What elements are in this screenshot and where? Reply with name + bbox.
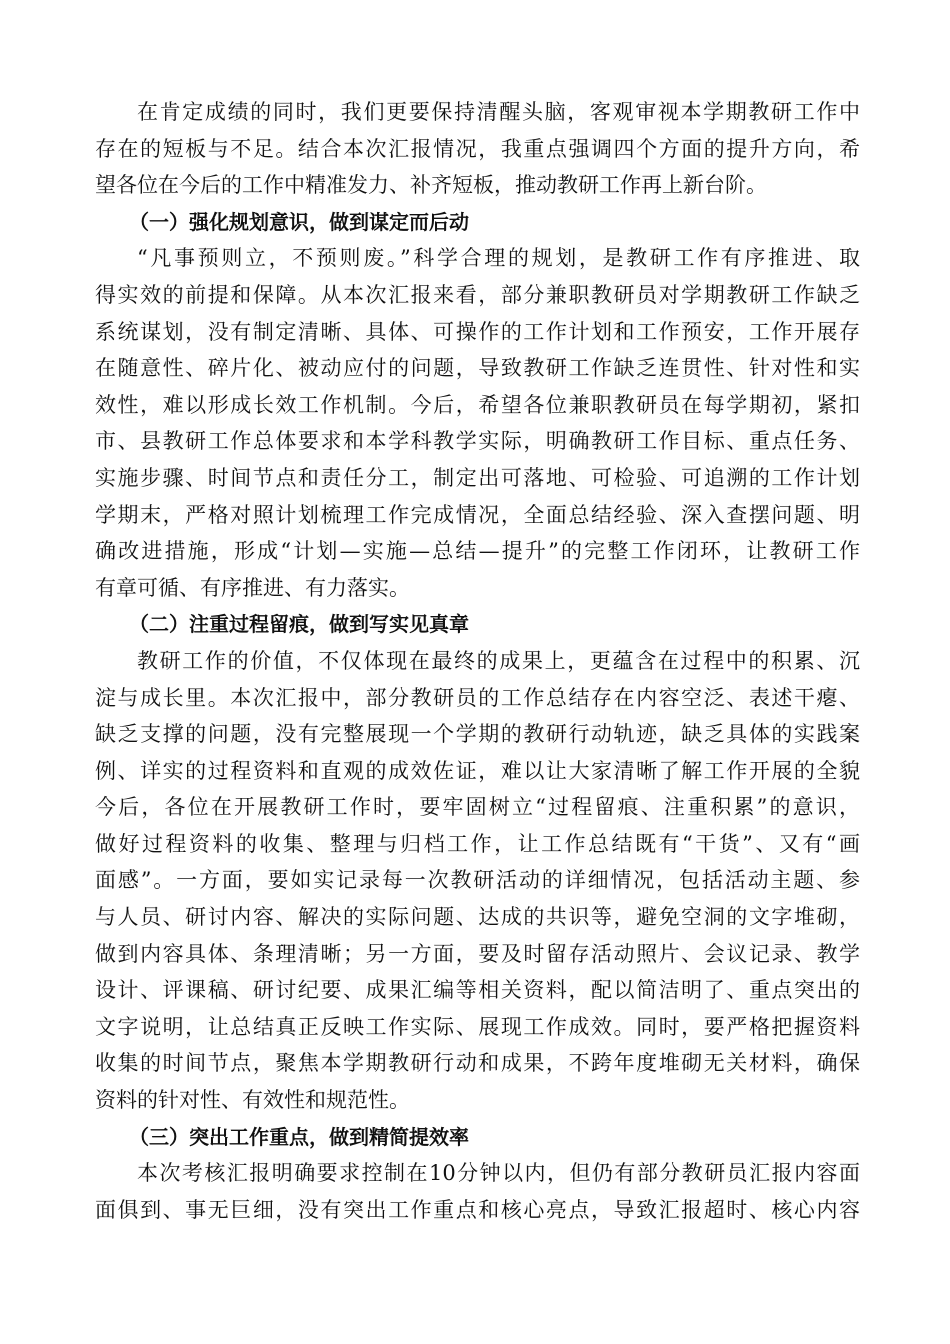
text-line: 文字说明，让总结真正反映工作实际、展现工作成效。同时，要严格把握资料 xyxy=(95,1014,860,1039)
text-line: 在随意性、碎片化、被动应付的问题，导致教研工作缺乏连贯性、针对性和实 xyxy=(95,356,860,381)
text-line: 收集的时间节点，聚焦本学期教研行动和成果，不跨年度堆砌无关材料，确保 xyxy=(95,1051,860,1076)
text-line: 得实效的前提和保障。从本次汇报来看，部分兼职教研员对学期教研工作缺乏 xyxy=(95,282,860,307)
text-line: 市、县教研工作总体要求和本学科教学实际，明确教研工作目标、重点任务、 xyxy=(95,429,860,454)
paragraph-focus xyxy=(95,1155,860,1228)
text-line: 淀与成长里。本次汇报中，部分教研员的工作总结存在内容空泛、表述干瘪、 xyxy=(95,685,860,710)
text-line: 实施步骤、时间节点和责任分工，制定出可落地、可检验、可追溯的工作计划 xyxy=(95,465,860,490)
text-line: 存在的短板与不足。结合本次汇报情况，我重点强调四个方面的提升方向，希 xyxy=(95,136,860,161)
text-line: 资料的针对性、有效性和规范性。 xyxy=(95,1088,410,1113)
text-line: 望各位在今后的工作中精准发力、补齐短板，推动教研工作再上新台阶。 xyxy=(95,173,767,198)
paragraph-planning xyxy=(95,240,860,606)
text-line: 教研工作的价值，不仅体现在最终的成果上，更蕴含在过程中的积累、沉 xyxy=(137,648,860,673)
text-line: 今后，各位在开展教研工作时，要牢固树立“过程留痕、注重积累”的意识， xyxy=(95,795,860,820)
text-line: 系统谋划，没有制定清晰、具体、可操作的工作计划和工作预安，工作开展存 xyxy=(95,319,860,344)
document-body xyxy=(95,94,860,1228)
text-line: 设计、评课稿、研讨纪要、成果汇编等相关资料，配以简洁明了、重点突出的 xyxy=(95,978,860,1003)
paragraph-process xyxy=(95,643,860,1119)
section-heading-1: （一）强化规划意识，做到谋定而后动 xyxy=(129,209,469,234)
text-line: 与人员、研讨内容、解决的实际问题、达成的共识等，避免空洞的文字堆砌， xyxy=(95,905,860,930)
text-line: 学期末，严格对照计划梳理工作完成情况，全面总结经验、深入查摆问题、明 xyxy=(95,502,860,527)
text-line: 做到内容具体、条理清晰；另一方面，要及时留存活动照片、会议记录、教学 xyxy=(95,941,860,966)
text-line: 做好过程资料的收集、整理与归档工作，让工作总结既有“干货”、又有“画 xyxy=(95,831,860,856)
text-line: 确改进措施，形成“计划—实施—总结—提升”的完整工作闭环，让教研工作 xyxy=(95,539,860,564)
text-line: 面感”。一方面，要如实记录每一次教研活动的详细情况，包括活动主题、参 xyxy=(95,868,860,893)
section-heading-2: （二）注重过程留痕，做到写实见真章 xyxy=(129,612,469,637)
text-line: 面俱到、事无巨细，没有突出工作重点和核心亮点，导致汇报超时、核心内容 xyxy=(95,1197,860,1222)
text-line: 在肯定成绩的同时，我们更要保持清醒头脑，客观审视本学期教研工作中 xyxy=(137,100,860,124)
section-heading-3: （三）突出工作重点，做到精简提效率 xyxy=(129,1124,469,1149)
text-line: 例、详实的过程资料和直观的成效佐证，难以让大家清晰了解工作开展的全貌 xyxy=(95,758,860,783)
text-line: 效性，难以形成长效工作机制。今后，希望各位兼职教研员在每学期初，紧扣 xyxy=(95,392,860,417)
text-line: 本次考核汇报明确要求控制在10分钟以内，但仍有部分教研员汇报内容面 xyxy=(137,1161,860,1186)
text-line: “凡事预则立，不预则废。”科学合理的规划，是教研工作有序推进、取 xyxy=(137,246,860,271)
text-line: 有章可循、有序推进、有力落实。 xyxy=(95,575,410,600)
text-line: 缺乏支撑的问题，没有完整展现一个学期的教研行动轨迹，缺乏具体的实践案 xyxy=(95,722,860,747)
paragraph-intro xyxy=(95,94,860,204)
